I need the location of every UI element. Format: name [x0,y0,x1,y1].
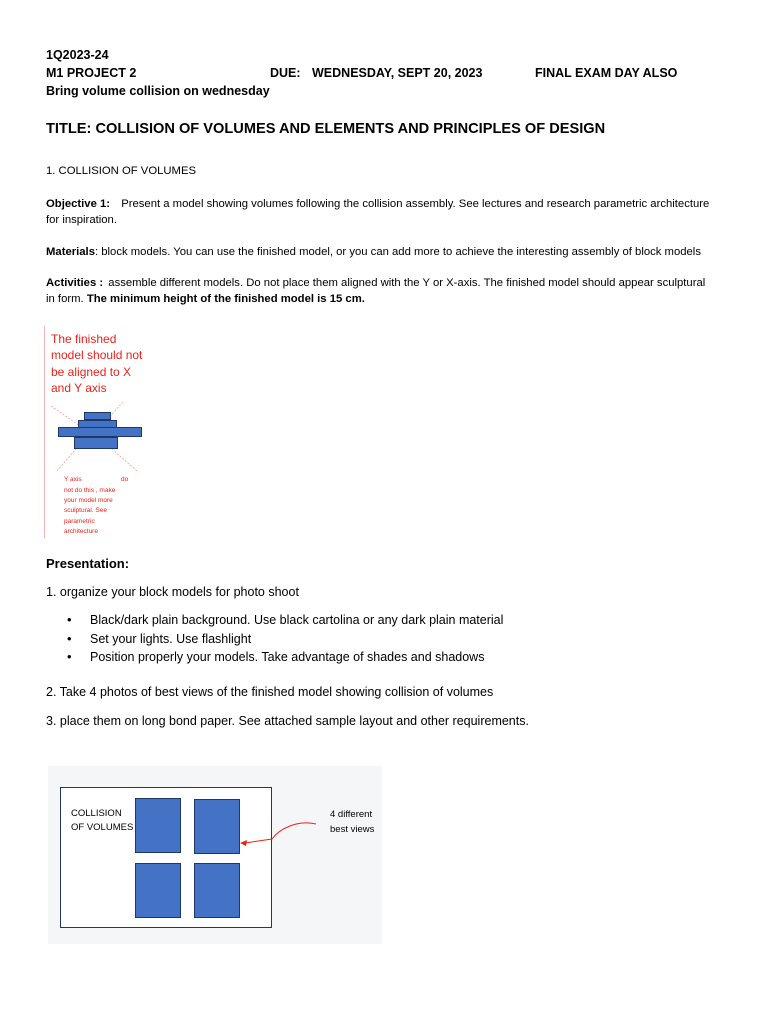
block-top [84,412,111,420]
bullet-item: • Black/dark plain background. Use black cartolina or any dark plain material [67,611,503,630]
layout-label-line: OF VOLUMES [71,821,134,833]
activities-text-cont: in form. [46,293,84,305]
document-title: TITLE: COLLISION OF VOLUMES AND ELEMENTS AND PRINCIPLES OF DESIGN [46,121,606,137]
caption-line: and Y axis [51,381,107,396]
activities-line [46,277,705,289]
step-2: 2. Take 4 photos of best views of the finished model showing collision of volumes [46,685,494,699]
section-heading: 1. COLLISION OF VOLUMES [46,165,197,177]
step-3: 3. place them on long bond paper. See attached sample layout and other requirements. [46,714,529,728]
sample-layout-figure [48,766,382,944]
note-line: your model more [64,497,113,505]
setup-bullet-list [67,611,503,667]
activities-label: Activities : [46,277,104,289]
reminder-text: Bring volume collision on wednesday [46,84,270,98]
bullet-item: • Set your lights. Use flashlight [67,630,503,649]
final-exam-note: FINAL EXAM DAY ALSO [535,66,678,80]
step-1: 1. organize your block models for photo shoot [46,585,299,599]
annotation-line: best views [330,824,375,835]
annotation-line: 4 different [330,809,373,820]
note-y-axis: Y axis [64,476,82,483]
materials-line [46,246,701,258]
note-line: architecture [64,527,98,535]
layout-annotation [330,807,374,837]
due-date: WEDNESDAY, SEPT 20, 2023 [312,66,483,80]
bullet-item: • Position properly your models. Take advantage of shades and shadows [67,648,503,667]
objective-text-cont: for inspiration. [46,214,117,226]
alignment-diagram [44,326,149,538]
project-label: M1 PROJECT 2 [46,66,137,80]
term-label: 1Q2023-24 [46,48,109,62]
activities-text: assemble different models. Do not place them aligned with the Y or X-axis. The finished model should appear sculptural [108,277,706,289]
caption-line: The finished [51,332,117,346]
materials-text: : block models. You can use the finished model, or you can add more to achieve the interesting assembly of block models [94,246,701,258]
arrow-icon [48,766,382,944]
activities-line-2 [46,293,365,305]
presentation-heading: Presentation: [46,556,130,571]
objective-label: Objective 1: [46,198,111,210]
objective-text: Present a model showing volumes following the collision assembly. See lectures and research parametric architecture [121,198,710,210]
due-label: DUE: [270,66,301,80]
layout-label-line: COLLISION [71,808,122,819]
block-middle-long [58,427,142,437]
note-line: sculptural. See [64,507,107,515]
objective-line [46,198,709,210]
note-do: do [121,476,129,483]
diagram-note [64,486,115,537]
materials-label: Materials [46,246,95,258]
caption-line: be aligned to X [51,364,132,379]
note-line: not do this , make [64,487,116,494]
caption-line: model should not [51,348,143,363]
minimum-height-note: The minimum height of the finished model is 15 cm. [86,293,365,305]
block-lower [74,437,118,449]
note-line: parametric [64,517,95,525]
